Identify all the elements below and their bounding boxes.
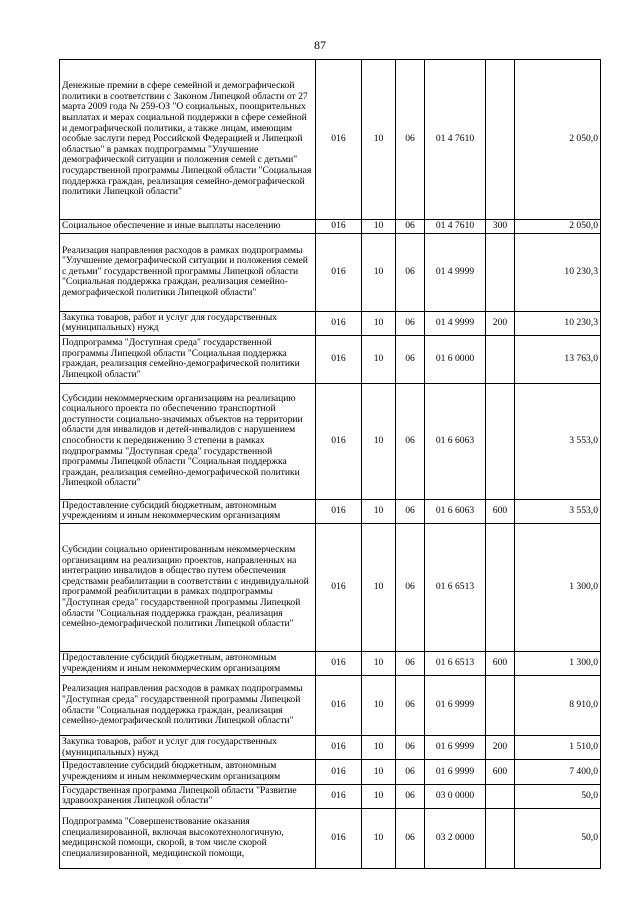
amount-cell: 10 230,3 [515,311,601,335]
ministry-code-cell: 016 [316,335,362,383]
section-code-cell: 10 [362,499,396,523]
section-code-cell: 10 [362,233,396,311]
target-article-cell: 01 6 0000 [425,335,486,383]
section-code-cell: 10 [362,311,396,335]
budget-table-body [60,60,601,869]
expense-name-cell: Социальное обеспечение и иные выплаты населению [60,220,316,234]
section-code-cell: 10 [362,651,396,675]
subsection-code-cell: 06 [396,499,425,523]
amount-cell: 3 553,0 [515,383,601,499]
expense-type-cell: 600 [486,651,515,675]
table-row [60,676,601,736]
ministry-code-cell: 016 [316,383,362,499]
expense-name-cell: Подпрограмма "Доступная среда" государственной программы Липецкой области "Социальная поддержка граждан, реализация семейно-демографической политики Липецкой области" [60,335,316,383]
section-code-cell: 10 [362,808,396,868]
amount-cell: 2 050,0 [515,60,601,220]
expense-type-cell [486,60,515,220]
amount-cell: 3 553,0 [515,499,601,523]
table-row [60,335,601,383]
table-row [60,736,601,760]
expense-name-cell: Реализация направления расходов в рамках подпрограммы "Доступная среда" государственной программы Липецкой области "Социальная поддержка граждан, реализация семейно-демографической политики Липецкой области" [60,676,316,736]
subsection-code-cell: 06 [396,233,425,311]
page-number: 87 [314,38,326,52]
expense-type-cell [486,808,515,868]
target-article-cell: 01 6 6513 [425,523,486,651]
ministry-code-cell: 016 [316,311,362,335]
amount-cell: 10 230,3 [515,233,601,311]
table-row [60,523,601,651]
amount-cell: 1 300,0 [515,523,601,651]
expense-type-cell [486,383,515,499]
section-code-cell: 10 [362,784,396,808]
expense-name-cell: Предоставление субсидий бюджетным, автономным учреждениям и иным некоммерческим организациям [60,760,316,784]
table-row [60,233,601,311]
ministry-code-cell: 016 [316,233,362,311]
amount-cell: 2 050,0 [515,220,601,234]
target-article-cell: 01 6 6513 [425,651,486,675]
subsection-code-cell: 06 [396,651,425,675]
subsection-code-cell: 06 [396,808,425,868]
section-code-cell: 10 [362,383,396,499]
expense-type-cell [486,335,515,383]
expense-name-cell: Закупка товаров, работ и услуг для государственных (муниципальных) нужд [60,736,316,760]
amount-cell: 50,0 [515,808,601,868]
subsection-code-cell: 06 [396,335,425,383]
ministry-code-cell: 016 [316,523,362,651]
expense-type-cell: 600 [486,499,515,523]
subsection-code-cell: 06 [396,676,425,736]
section-code-cell: 10 [362,60,396,220]
expense-name-cell: Государственная программа Липецкой области "Развитие здравоохранения Липецкой области" [60,784,316,808]
table-row [60,808,601,868]
target-article-cell: 01 4 9999 [425,233,486,311]
table-row [60,60,601,220]
subsection-code-cell: 06 [396,220,425,234]
section-code-cell: 10 [362,736,396,760]
expense-type-cell: 200 [486,311,515,335]
ministry-code-cell: 016 [316,736,362,760]
table-row [60,311,601,335]
table-row [60,784,601,808]
table-row [60,383,601,499]
subsection-code-cell: 06 [396,760,425,784]
expense-type-cell [486,233,515,311]
target-article-cell: 01 6 9999 [425,676,486,736]
expense-name-cell: Субсидии некоммерческим организациям на реализацию социального проекта по обеспечению транспортной доступности социально-значимых объектов на территории области для инвалидов и детей-инвалидов с нарушением способности к передвижению 3 степени в рамках подпрограммы "Доступная среда" государственной программы Липецкой области "Социальная поддержка граждан, реализация семейно-демографической политики Липецкой области" [60,383,316,499]
target-article-cell: 01 6 6063 [425,383,486,499]
ministry-code-cell: 016 [316,808,362,868]
table-row [60,651,601,675]
amount-cell: 1 300,0 [515,651,601,675]
subsection-code-cell: 06 [396,60,425,220]
target-article-cell: 01 6 9999 [425,736,486,760]
section-code-cell: 10 [362,760,396,784]
expense-type-cell: 600 [486,760,515,784]
table-row [60,220,601,234]
section-code-cell: 10 [362,335,396,383]
table-row [60,760,601,784]
subsection-code-cell: 06 [396,311,425,335]
subsection-code-cell: 06 [396,523,425,651]
target-article-cell: 01 4 7610 [425,60,486,220]
amount-cell: 1 510,0 [515,736,601,760]
section-code-cell: 10 [362,523,396,651]
target-article-cell: 01 4 7610 [425,220,486,234]
target-article-cell: 01 6 9999 [425,760,486,784]
ministry-code-cell: 016 [316,499,362,523]
ministry-code-cell: 016 [316,676,362,736]
target-article-cell: 03 0 0000 [425,784,486,808]
expense-type-cell [486,676,515,736]
expense-name-cell: Субсидии социально ориентированным некоммерческим организациям на реализацию проектов, направленных на интеграцию инвалидов в общество путем обеспечения средствами реабилитации в соответствии с индивидуальной программой реабилитации в рамках подпрограммы "Доступная среда" государственной программы Липецкой области "Социальная поддержка граждан, реализация семейно-демографической политики Липецкой области" [60,523,316,651]
amount-cell: 50,0 [515,784,601,808]
expense-type-cell [486,784,515,808]
expense-name-cell: Предоставление субсидий бюджетным, автономным учреждениям и иным некоммерческим организациям [60,651,316,675]
ministry-code-cell: 016 [316,220,362,234]
expense-name-cell: Подпрограмма "Совершенствование оказания специализированной, включая высокотехнологичную, медицинской помощи, скорой, в том числе скорой специализированной, медицинской помощи, [60,808,316,868]
expense-type-cell: 300 [486,220,515,234]
expense-name-cell: Предоставление субсидий бюджетным, автономным учреждениям и иным некоммерческим организациям [60,499,316,523]
target-article-cell: 03 2 0000 [425,808,486,868]
expense-name-cell: Реализация направления расходов в рамках подпрограммы "Улучшение демографической ситуации и положения семей с детьми" государственной программы Липецкой области "Социальная поддержка граждан, реализация семейно-демографической политики Липецкой области" [60,233,316,311]
ministry-code-cell: 016 [316,760,362,784]
ministry-code-cell: 016 [316,784,362,808]
amount-cell: 8 910,0 [515,676,601,736]
expense-name-cell: Закупка товаров, работ и услуг для государственных (муниципальных) нужд [60,311,316,335]
target-article-cell: 01 4 9999 [425,311,486,335]
subsection-code-cell: 06 [396,736,425,760]
expense-name-cell: Денежные премии в сфере семейной и демографической политики в соответствии с Законом Липецкой области от 27 марта 2009 года № 259-ОЗ "О социальных, поощрительных выплатах и мерах социальной поддержки в сфере семейной и демографической политики, а также лицам, имеющим особые заслуги перед Российской Федерацией и Липецкой областью" в рамках подпрограммы "Улучшение демографической ситуации и положения семей с детьми" государственной программы Липецкой области "Социальная поддержка граждан, реализация семейно-демографической политики Липецкой области" [60,60,316,220]
section-code-cell: 10 [362,220,396,234]
ministry-code-cell: 016 [316,651,362,675]
amount-cell: 7 400,0 [515,760,601,784]
table-row [60,499,601,523]
expense-type-cell [486,523,515,651]
section-code-cell: 10 [362,676,396,736]
subsection-code-cell: 06 [396,383,425,499]
ministry-code-cell: 016 [316,60,362,220]
target-article-cell: 01 6 6063 [425,499,486,523]
amount-cell: 13 763,0 [515,335,601,383]
expense-type-cell: 200 [486,736,515,760]
budget-table [59,59,601,869]
subsection-code-cell: 06 [396,784,425,808]
